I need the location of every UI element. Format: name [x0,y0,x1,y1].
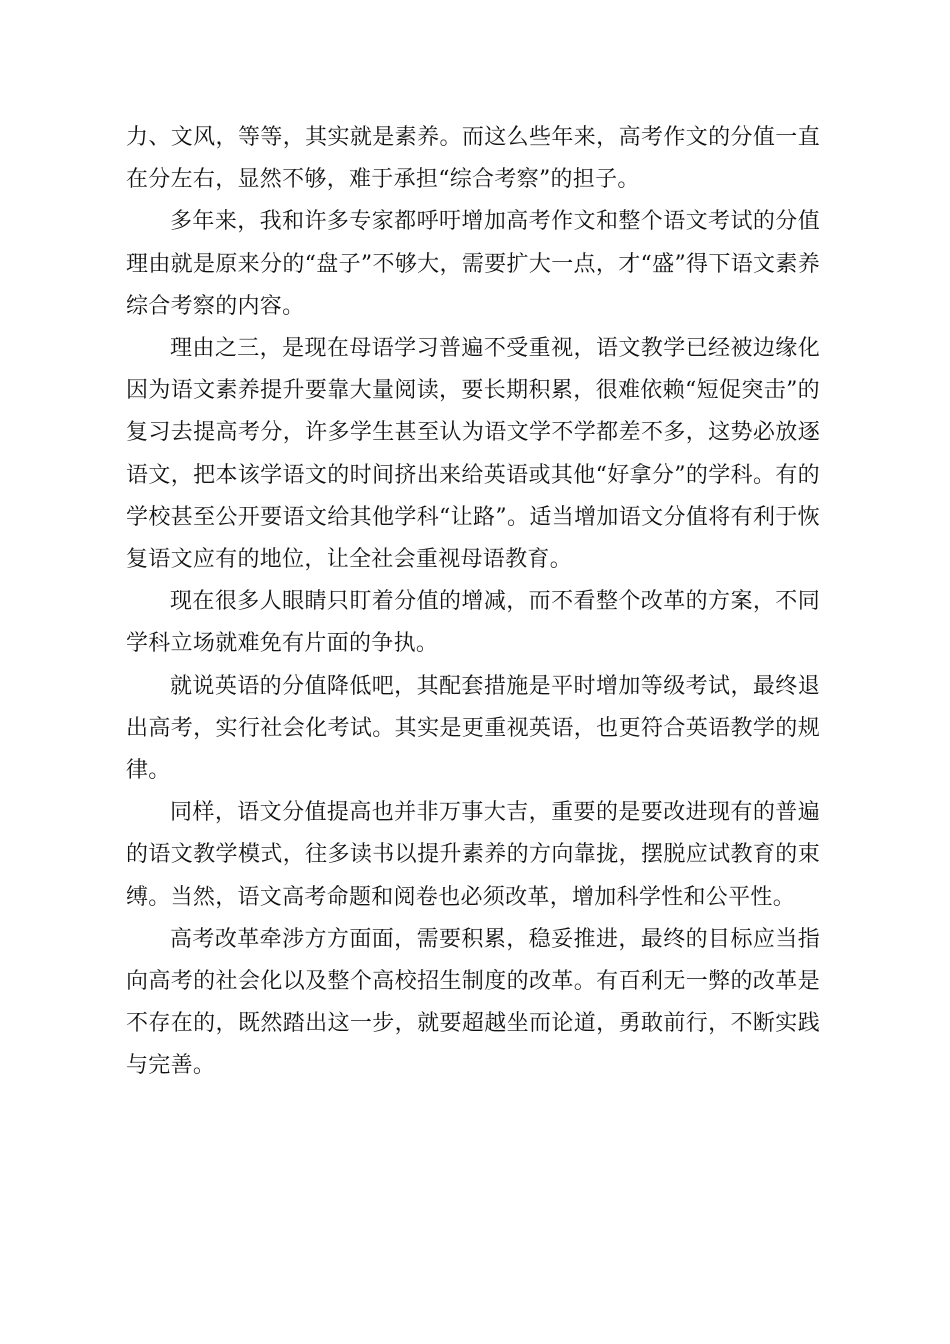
paragraph-1: 力、文风，等等，其实就是素养。而这么些年来，高考作文的分值一直在分左右，显然不够，难于承担“综合考察”的担子。 [126,125,820,193]
article-body [126,117,820,1088]
paragraph-7: 高考改革牵涉方方面面，需要积累，稳妥推进，最终的目标应当指向高考的社会化以及整个高校招生制度的改革。有百利无一弊的改革是不存在的，既然踏出这一步，就要超越坐而论道，勇敢前行，不断实践与完善。 [126,926,820,1079]
paragraph-6: 同样，语文分值提高也并非万事大吉，重要的是要改进现有的普遍的语文教学模式，往多读书以提升素养的方向靠拢，摆脱应试教育的束缚。当然，语文高考命题和阅卷也必须改革，增加科学性和公平性。 [126,800,820,910]
paragraph-4: 现在很多人眼睛只盯着分值的增减，而不看整个改革的方案，不同学科立场就难免有片面的争执。 [126,589,820,657]
paragraph-2: 多年来，我和许多专家都呼吁增加高考作文和整个语文考试的分值理由就是原来分的“盘子”不够大，需要扩大一点，才“盛”得下语文素养综合考察的内容。 [126,209,820,319]
paragraph-3: 理由之三，是现在母语学习普遍不受重视，语文教学已经被边缘化因为语文素养提升要靠大量阅读，要长期积累，很难依赖“短促突击”的复习去提高考分，许多学生甚至认为语文学不学都差不多，这势必放逐语文，把本该学语文的时间挤出来给英语或其他“好拿分”的学科。有的学校甚至公开要语文给其他学科“让路”。适当增加语文分值将有利于恢复语文应有的地位，让全社会重视母语教育。 [126,336,820,573]
paragraph-5: 就说英语的分值降低吧，其配套措施是平时增加等级考试，最终退出高考，实行社会化考试。其实是更重视英语，也更符合英语教学的规律。 [126,673,820,784]
